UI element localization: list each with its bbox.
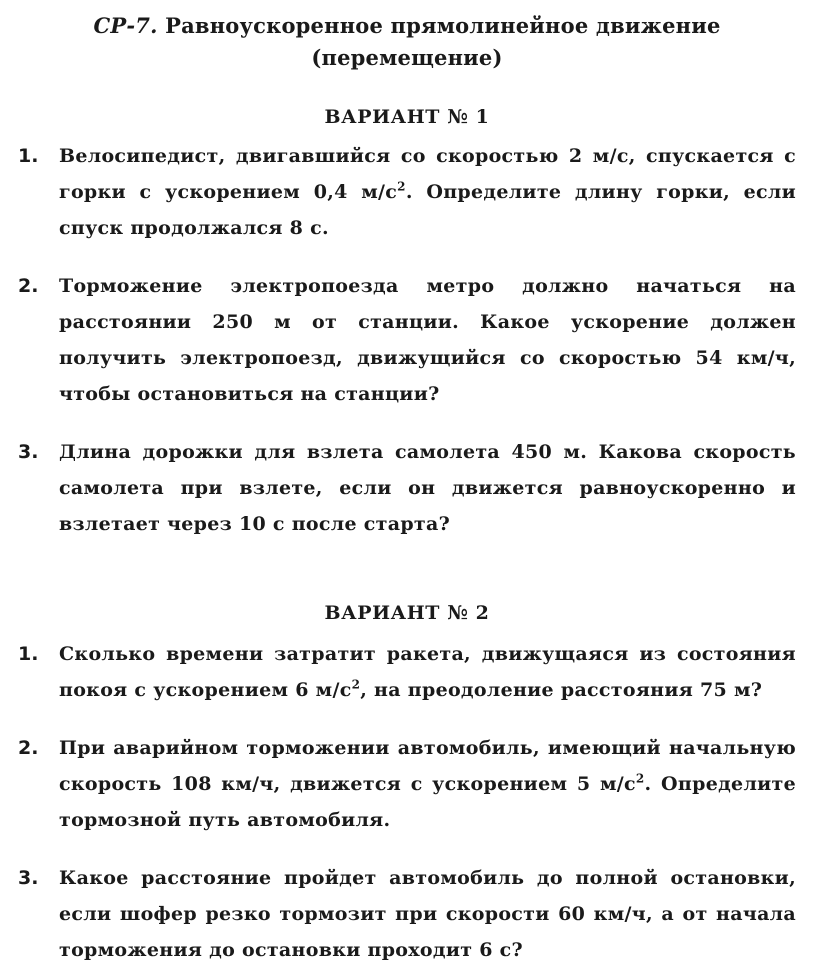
problem-item xyxy=(18,636,796,708)
title-line-2: (перемещение) xyxy=(311,45,503,70)
problem-text: Сколько времени затратит ракета, движущаяся из состояния покоя с ускорением 6 $м/с^2$, на преодоление расстояния 75 м? xyxy=(59,643,796,701)
problem-text: При аварийном торможении автомобиль, имеющий начальную скорость 108 км/ч, движется с ускорением 5 $м/с^2$. Определите тормозной путь автомобиля. xyxy=(59,737,796,831)
superscript: 2 xyxy=(635,771,645,786)
problem-text: Какое расстояние пройдет автомобиль до полной остановки, если шофер резко тормозит при скорости 60 км/ч, а от начала торможения до остановки проходит 6 с? xyxy=(59,867,796,961)
page-title xyxy=(18,0,796,74)
variant-1-title: ВАРИАНТ № 1 xyxy=(324,106,490,128)
problem-number: 3. xyxy=(18,441,39,463)
problem-number: 1. xyxy=(18,145,39,167)
problem-number: 1. xyxy=(18,643,39,665)
problem-number: 2. xyxy=(18,737,39,759)
problem-item xyxy=(18,860,796,968)
superscript: 2 xyxy=(397,179,406,194)
problem-text: Длина дорожки для взлета самолета 450 м. Какова скорость самолета при взлете, если он движется равноускоренно и взлетает через 10 с после старта? xyxy=(59,441,796,535)
problem-item xyxy=(18,434,796,542)
variant-2-title: ВАРИАНТ № 2 xyxy=(324,602,490,624)
problem-number: 2. xyxy=(18,275,39,297)
problem-number: 3. xyxy=(18,867,39,889)
worksheet-code: СР-7. xyxy=(93,13,158,38)
problem-item xyxy=(18,730,796,838)
variant-1-problems xyxy=(18,138,796,542)
title-line-1: Равноускоренное прямолинейное движение xyxy=(165,13,721,38)
problem-item xyxy=(18,138,796,246)
variant-2-section xyxy=(18,600,796,968)
problem-item xyxy=(18,268,796,412)
superscript: 2 xyxy=(351,677,361,692)
variant-2-problems xyxy=(18,636,796,968)
variant-1-section xyxy=(18,104,796,542)
problem-text: Велосипедист, двигавшийся со скоростью 2 м/с, спускается с горки с ускорением 0,4 $м/с^2$. Определите длину горки, если спуск продолжался 8 с. xyxy=(59,145,796,239)
problem-text: Торможение электропоезда метро должно начаться на расстоянии 250 м от станции. Какое ускорение должен получить электропоезд, движущийся со скоростью 54 км/ч, чтобы остановиться на станции? xyxy=(59,275,796,405)
